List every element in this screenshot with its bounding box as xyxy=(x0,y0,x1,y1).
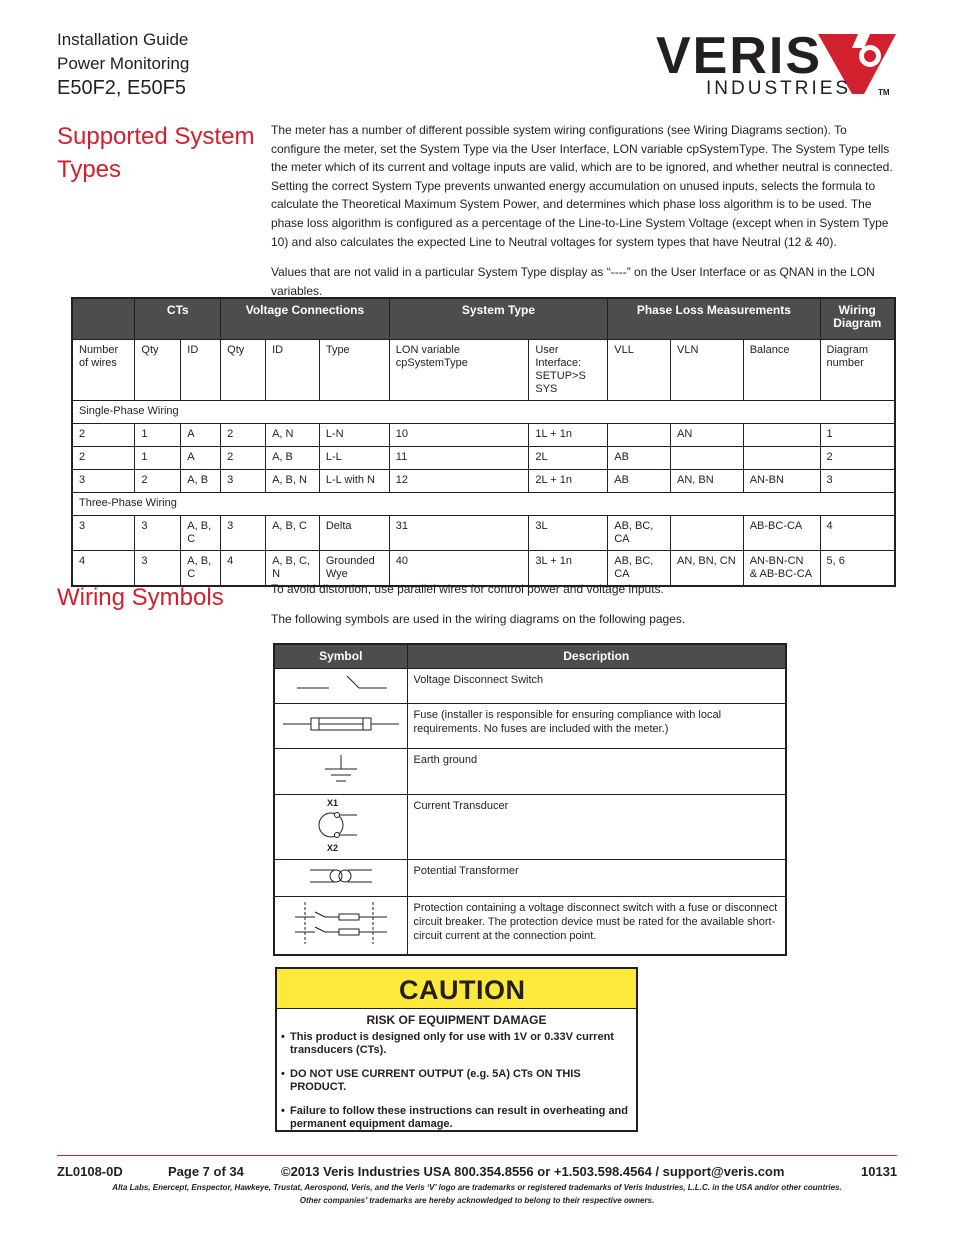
fuse-icon xyxy=(281,713,401,735)
table-cell xyxy=(743,446,820,469)
table-cell: A xyxy=(181,423,221,446)
table-cell: A, B xyxy=(181,469,221,492)
table-cell xyxy=(671,515,744,550)
earth-ground-icon xyxy=(321,753,361,785)
logo-trademark: TM xyxy=(878,88,890,97)
table-cell: L-L xyxy=(319,446,389,469)
logo-word: VERIS xyxy=(656,27,823,85)
table-row xyxy=(274,896,786,955)
subheader-cell: Diagram number xyxy=(820,339,895,400)
footer-trademark-line: Other companies’ trademarks are hereby acknowledged to belong to their respective owners. xyxy=(299,1196,655,1205)
table-cell: AB, BC, CA xyxy=(608,550,671,586)
veris-logo xyxy=(650,28,900,103)
symbol-description: Current Transducer xyxy=(407,794,786,859)
table-cell: 12 xyxy=(389,469,529,492)
table-cell: AB-BC-CA xyxy=(743,515,820,550)
table-cell: 2 xyxy=(72,446,135,469)
table-cell: L-L with N xyxy=(319,469,389,492)
table-cell: 5, 6 xyxy=(820,550,895,586)
header-line-product: Power Monitoring xyxy=(57,54,190,73)
table-cell xyxy=(671,446,744,469)
wiring-paragraph-2: The following symbols are used in the wiring diagrams on the following pages. xyxy=(271,612,686,626)
table-cell: L-N xyxy=(319,423,389,446)
ct-label-x1: X1 xyxy=(326,797,338,808)
header-blank xyxy=(72,298,135,339)
table-cell: 3 xyxy=(820,469,895,492)
table-cell: 31 xyxy=(389,515,529,550)
table-row xyxy=(274,703,786,748)
header-phase-loss: Phase Loss Measurements xyxy=(608,298,820,339)
single-phase-rows xyxy=(72,423,895,492)
subheader-cell: ID xyxy=(266,339,320,400)
table-cell: 3L + 1n xyxy=(529,550,608,586)
caution-subtitle: RISK OF EQUIPMENT DAMAGE xyxy=(366,1013,547,1027)
table-cell: A, B, C xyxy=(266,515,320,550)
table-cell: 11 xyxy=(389,446,529,469)
table-cell: 3 xyxy=(221,469,266,492)
footer-page-number: Page 7 of 34 xyxy=(168,1164,244,1179)
system-types-table xyxy=(71,297,896,587)
footer-contact: ©2013 Veris Industries USA 800.354.8556 or +1.503.598.4564 / support@veris.com xyxy=(281,1164,785,1179)
subheader-cell: Number of wires xyxy=(72,339,135,400)
header-cts: CTs xyxy=(135,298,221,339)
caution-box xyxy=(275,967,638,1132)
document-header xyxy=(57,28,189,100)
table-cell xyxy=(608,423,671,446)
table-cell: 2 xyxy=(820,446,895,469)
header-voltage-connections: Voltage Connections xyxy=(221,298,390,339)
wiring-paragraph-1: To avoid distortion, use parallel wires for control power and voltage inputs. xyxy=(271,582,664,596)
table-cell: 1L + 1n xyxy=(529,423,608,446)
table-cell: A, B, C xyxy=(181,550,221,586)
table-header-row xyxy=(72,298,895,339)
caution-item: • This product is designed only for use with 1V or 0.33V current transducers (CTs). xyxy=(281,1031,628,1057)
table-cell: 3 xyxy=(72,469,135,492)
table-row xyxy=(274,859,786,896)
subheader-cell: Qty xyxy=(221,339,266,400)
header-line-guide: Installation Guide xyxy=(57,30,189,49)
footer-divider xyxy=(57,1155,897,1156)
table-cell: 3 xyxy=(135,550,181,586)
section-title-supported-system-types xyxy=(57,120,254,186)
footer-trademark-line: Alta Labs, Enercept, Enspector, Hawkeye, Trustat, Aerospond, Veris, and the Veris ‘V’ logo are trademarks or registered trademarks of Veris Industries, L.L.C. in the USA and/or other countries. xyxy=(112,1183,842,1192)
subheader-cell: Qty xyxy=(135,339,181,400)
table-cell: 3L xyxy=(529,515,608,550)
symbol-description: Voltage Disconnect Switch xyxy=(407,668,786,703)
table-subheader-row xyxy=(72,339,895,400)
symbol-description: Earth ground xyxy=(407,748,786,794)
table-cell: A, N xyxy=(266,423,320,446)
table-group-row xyxy=(72,492,895,515)
protection-device-icon xyxy=(291,900,391,946)
table-cell: 1 xyxy=(135,423,181,446)
table-cell: 4 xyxy=(72,550,135,586)
subheader-cell: VLN xyxy=(671,339,744,400)
table-cell: AB xyxy=(608,469,671,492)
caution-list xyxy=(277,1031,636,1131)
subheader-cell: User Interface: SETUP>S SYS xyxy=(529,339,608,400)
table-cell: 3 xyxy=(135,515,181,550)
table-cell: 2L xyxy=(529,446,608,469)
table-cell: A, B, N xyxy=(266,469,320,492)
header-description: Description xyxy=(407,644,786,668)
potential-transformer-icon xyxy=(306,866,376,886)
header-system-type: System Type xyxy=(389,298,607,339)
table-cell: 2 xyxy=(221,423,266,446)
header-symbol: Symbol xyxy=(274,644,407,668)
table-row xyxy=(72,423,895,446)
table-cell: A xyxy=(181,446,221,469)
symbol-description: Protection containing a voltage disconnect switch with a fuse or disconnect circuit breaker. The protection device must be rated for the available short-circuit current at the connection point. xyxy=(407,896,786,955)
table-cell: AN xyxy=(671,423,744,446)
current-transducer-icon xyxy=(311,796,371,854)
group-label-three-phase: Three-Phase Wiring xyxy=(72,492,895,515)
subheader-cell: VLL xyxy=(608,339,671,400)
table-cell: 1 xyxy=(135,446,181,469)
table-cell: AN-BN xyxy=(743,469,820,492)
supported-paragraph-1: The meter has a number of different possible system wiring configurations (see Wiring Diagrams section). To configure the meter, set the System Type via the User Interface, LON variable cpSystemType. The System Type tells the meter which of its current and voltage inputs are valid, which are to be ignored, and whether neutral is connected. Setting the correct System Type prevents unwanted energy accumulation on unused inputs, selects the formula to calculate the Theoretical Maximum System Power, and determines which phase loss algorithm is to be used. The phase loss algorithm is configured as a percentage of the Line-to-Line System Voltage (except when in System Type 10) and also calculates the expected Line to Neutral voltages for system types that have Neutral (12 & 40). xyxy=(271,123,893,249)
table-cell: 1 xyxy=(820,423,895,446)
table-cell: AN, BN, CN xyxy=(671,550,744,586)
subheader-cell: ID xyxy=(181,339,221,400)
voltage-disconnect-switch-icon xyxy=(291,673,391,695)
table-cell: 3 xyxy=(221,515,266,550)
table-cell: Grounded Wye xyxy=(319,550,389,586)
header-wiring-diagram: Wiring Diagram xyxy=(820,298,895,339)
subheader-cell: Balance xyxy=(743,339,820,400)
section-title-line: Types xyxy=(57,156,122,183)
logo-subtitle: INDUSTRIES xyxy=(706,78,852,99)
table-cell: 4 xyxy=(820,515,895,550)
wiring-symbols-table xyxy=(273,643,787,956)
table-cell: A, B, C, N xyxy=(266,550,320,586)
table-cell xyxy=(743,423,820,446)
caution-title: CAUTION xyxy=(277,969,636,1009)
table-row xyxy=(274,668,786,703)
caution-item: • DO NOT USE CURRENT OUTPUT (e.g. 5A) CTs ON THIS PRODUCT. xyxy=(281,1068,628,1094)
footer-doc-id: ZL0108-0D xyxy=(57,1164,123,1179)
table-group-row xyxy=(72,400,895,423)
footer-code: 10131 xyxy=(861,1164,898,1179)
table-cell: AB, BC, CA xyxy=(608,515,671,550)
table-cell: 2 xyxy=(221,446,266,469)
header-line-model: E50F2, E50F5 xyxy=(57,77,186,99)
table-cell: 2 xyxy=(72,423,135,446)
section-title-wiring-symbols: Wiring Symbols xyxy=(57,584,224,611)
subheader-cell: LON variable cpSystemType xyxy=(389,339,529,400)
table-cell: 3 xyxy=(72,515,135,550)
symbol-description: Fuse (installer is responsible for ensuring compliance with local requirements. No fuses are included with the meter.) xyxy=(407,703,786,748)
table-cell: 10 xyxy=(389,423,529,446)
table-row xyxy=(274,748,786,794)
table-cell: Delta xyxy=(319,515,389,550)
table-cell: A, B, C xyxy=(181,515,221,550)
table-cell: AB xyxy=(608,446,671,469)
table-cell: 2 xyxy=(135,469,181,492)
table-cell: 2L + 1n xyxy=(529,469,608,492)
table-cell: AN-BN-CN & AB-BC-CA xyxy=(743,550,820,586)
ct-label-x2: X2 xyxy=(326,842,338,853)
table-row xyxy=(274,794,786,859)
table-cell: 4 xyxy=(221,550,266,586)
supported-paragraph-2: Values that are not valid in a particular System Type display as “----” on the User Interface or as QNAN in the LON variables. xyxy=(271,265,875,298)
caution-item: • Failure to follow these instructions can result in overheating and permanent equipment damage. xyxy=(281,1105,628,1131)
table-row xyxy=(72,446,895,469)
section-title-line: Supported System xyxy=(57,123,255,150)
table-cell: AN, BN xyxy=(671,469,744,492)
group-label-single-phase: Single-Phase Wiring xyxy=(72,400,895,423)
symbol-description: Potential Transformer xyxy=(407,859,786,896)
table-header-row xyxy=(274,644,786,668)
three-phase-rows xyxy=(72,515,895,586)
subheader-cell: Type xyxy=(319,339,389,400)
table-row xyxy=(72,469,895,492)
table-cell: A, B xyxy=(266,446,320,469)
table-row xyxy=(72,515,895,550)
table-cell: 40 xyxy=(389,550,529,586)
